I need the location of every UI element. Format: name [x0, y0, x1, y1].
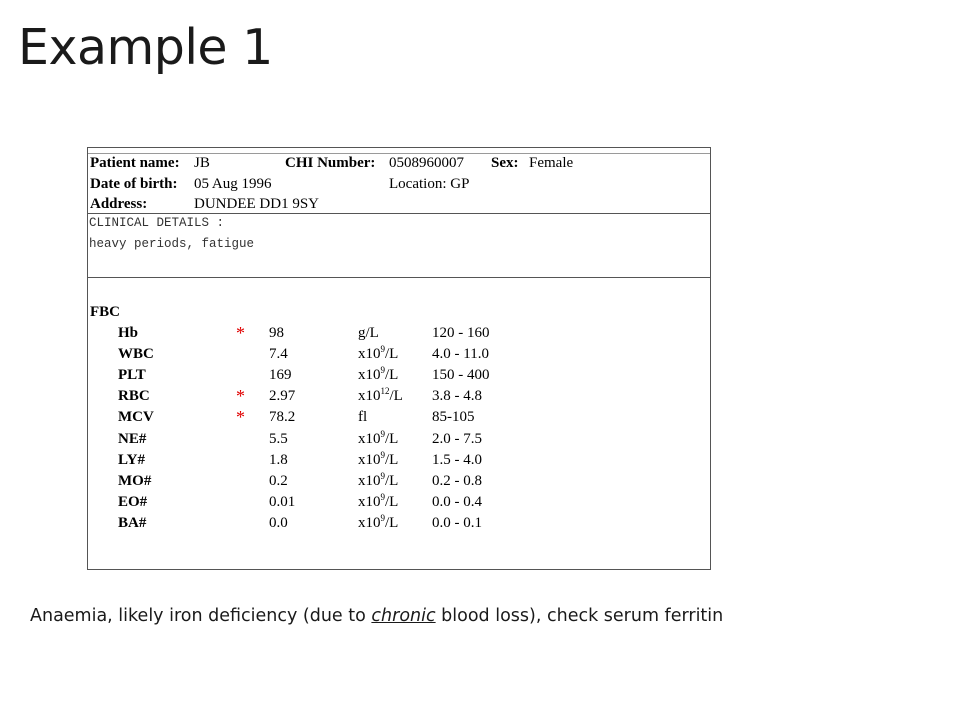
fbc-result-value: 1.8	[269, 451, 288, 468]
fbc-reference-range: 4.0 - 11.0	[432, 346, 489, 363]
fbc-result-value: 2.97	[269, 388, 296, 405]
fbc-unit-tail: /L	[385, 493, 399, 510]
address-label: Address:	[90, 196, 148, 212]
fbc-unit	[358, 366, 398, 384]
dob-value: 05 Aug 1996	[194, 176, 272, 192]
dob-label: Date of birth:	[90, 176, 178, 192]
conclusion-text	[30, 604, 723, 628]
fbc-unit-tail: /L	[385, 472, 399, 489]
fbc-unit-tail: /L	[385, 367, 399, 384]
fbc-unit-base: x10	[358, 388, 381, 405]
fbc-unit-exponent: 9	[380, 449, 385, 460]
fbc-reference-range: 1.5 - 4.0	[432, 451, 482, 468]
fbc-row	[88, 324, 710, 345]
fbc-unit-tail: /L	[385, 346, 399, 363]
fbc-row	[88, 514, 710, 535]
fbc-reference-range: 0.0 - 0.4	[432, 493, 482, 510]
fbc-row	[88, 451, 710, 472]
patient-name-value: JB	[194, 155, 210, 171]
fbc-unit-tail: /L	[385, 430, 399, 447]
fbc-reference-range: 0.0 - 0.1	[432, 514, 482, 531]
fbc-test-name: LY#	[118, 451, 145, 468]
fbc-reference-range: 120 - 160	[432, 325, 490, 341]
fbc-result-value: 98	[269, 325, 284, 341]
fbc-unit-exponent: 9	[380, 470, 385, 481]
fbc-result-value: 78.2	[269, 409, 296, 426]
fbc-unit	[358, 493, 398, 511]
fbc-unit	[358, 430, 398, 448]
fbc-unit-exponent: 9	[380, 512, 385, 523]
fbc-result-value: 0.01	[269, 493, 296, 510]
fbc-test-name: BA#	[118, 514, 147, 531]
fbc-reference-range: 0.2 - 0.8	[432, 472, 482, 489]
fbc-reference-range: 3.8 - 4.8	[432, 388, 482, 405]
fbc-result-value: 0.0	[269, 514, 288, 531]
fbc-unit-tail: /L	[385, 514, 399, 531]
clinical-details-label: CLINICAL DETAILS :	[89, 216, 225, 230]
fbc-unit-base: x10	[358, 367, 381, 384]
fbc-unit	[358, 451, 398, 469]
fbc-reference-range: 85-105	[432, 409, 475, 426]
fbc-reference-range: 2.0 - 7.5	[432, 430, 482, 447]
fbc-row	[88, 366, 710, 387]
clinical-divider	[88, 277, 710, 278]
fbc-result-value: 169	[269, 367, 292, 384]
fbc-test-name: Hb	[118, 325, 139, 341]
fbc-unit	[358, 345, 398, 363]
fbc-unit-exponent: 9	[380, 365, 385, 376]
fbc-unit	[358, 472, 398, 490]
sex-value: Female	[529, 155, 574, 171]
sex-label: Sex:	[491, 155, 519, 171]
fbc-row	[88, 408, 710, 429]
fbc-result-value: 5.5	[269, 430, 288, 447]
fbc-unit-base: x10	[358, 472, 381, 489]
fbc-test-name: NE#	[118, 430, 147, 447]
fbc-unit	[358, 324, 379, 342]
fbc-unit-base: x10	[358, 451, 381, 468]
fbc-unit-exponent: 9	[380, 428, 385, 439]
fbc-row	[88, 472, 710, 493]
fbc-row	[88, 345, 710, 366]
fbc-unit-exponent: 12	[380, 386, 390, 397]
fbc-unit-tail: /L	[385, 451, 399, 468]
address-value: DUNDEE DD1 9SY	[194, 196, 319, 212]
fbc-unit-tail: /L	[389, 388, 403, 405]
chi-number-label: CHI Number:	[285, 155, 376, 171]
fbc-row	[88, 430, 710, 451]
fbc-test-name: RBC	[118, 388, 150, 405]
fbc-unit-base: fl	[358, 409, 368, 426]
patient-name-label: Patient name:	[90, 155, 180, 171]
fbc-unit-base: x10	[358, 493, 381, 510]
fbc-unit	[358, 387, 403, 405]
fbc-unit	[358, 514, 398, 532]
conclusion-text-part1: Anaemia, likely iron deficiency (due to	[30, 606, 372, 626]
fbc-unit-base: x10	[358, 346, 381, 363]
abnormal-flag: *	[236, 407, 245, 428]
location-text: Location: GP	[389, 176, 470, 192]
fbc-unit-exponent: 9	[380, 491, 385, 502]
fbc-unit	[358, 408, 367, 426]
fbc-test-name: MCV	[118, 409, 154, 426]
fbc-row	[88, 493, 710, 514]
conclusion-text-part2: blood loss), check serum ferritin	[435, 606, 724, 626]
fbc-unit-exponent: 9	[380, 344, 385, 355]
header-divider	[88, 213, 710, 214]
fbc-heading: FBC	[90, 304, 120, 320]
conclusion-emphasis: chronic	[371, 606, 436, 626]
clinical-details-text: heavy periods, fatigue	[89, 237, 255, 251]
abnormal-flag: *	[236, 386, 245, 407]
fbc-test-name: EO#	[118, 493, 148, 510]
fbc-reference-range: 150 - 400	[432, 367, 490, 384]
fbc-result-value: 7.4	[269, 346, 288, 363]
chi-number-value: 0508960007	[389, 155, 464, 171]
lab-report	[87, 147, 711, 570]
fbc-row	[88, 387, 710, 408]
fbc-unit-base: x10	[358, 514, 381, 531]
fbc-unit-base: x10	[358, 430, 381, 447]
fbc-result-value: 0.2	[269, 472, 288, 489]
slide-title: Example 1	[18, 19, 273, 76]
fbc-unit-base: g/L	[358, 325, 379, 341]
abnormal-flag: *	[236, 323, 245, 343]
fbc-test-name: PLT	[118, 367, 146, 384]
fbc-test-name: WBC	[118, 346, 154, 363]
fbc-test-name: MO#	[118, 472, 152, 489]
